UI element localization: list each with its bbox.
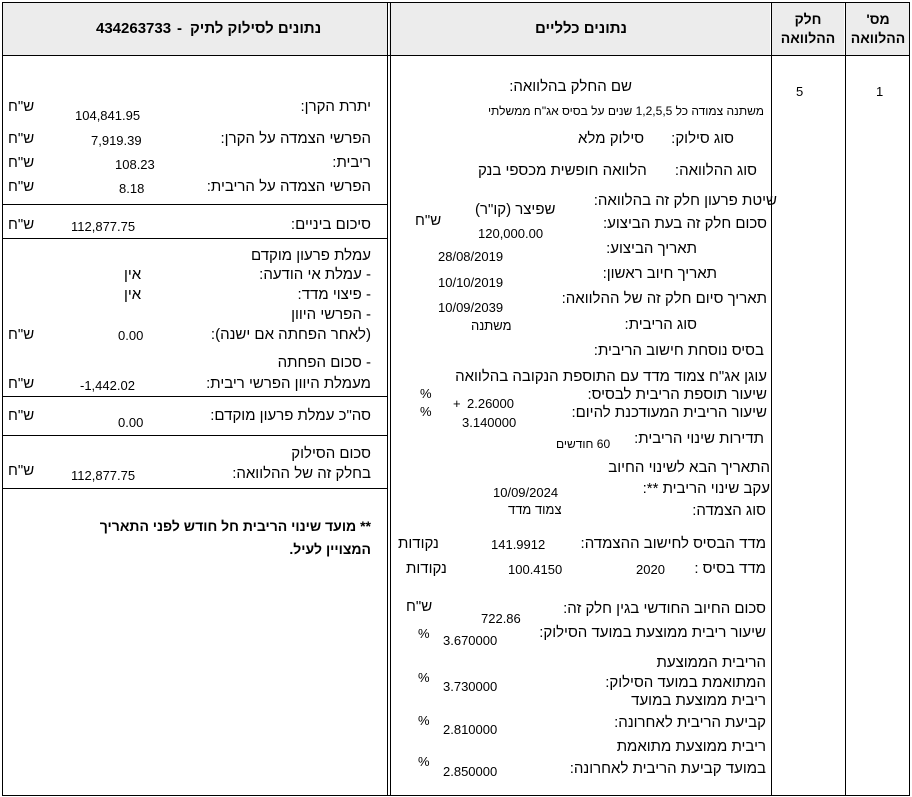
header-dash: -: [177, 20, 182, 37]
payoff-sum-currency: ש"ח: [8, 462, 35, 479]
part-name-value: משתנה צמודה כל 1,2,5,5 שנים על בסיס אג"ח ממשלתי: [487, 104, 764, 118]
last-fix-label-1: ריבית ממוצעת במועד: [631, 692, 766, 709]
footnote-line-1: ** מועד שינוי הריבית חל חודש לפני התאריך: [99, 518, 371, 534]
base-index-calc-value: 141.9912: [491, 537, 546, 552]
adj-avg-value: 3.730000: [443, 679, 498, 694]
reduction-label: - סכום הפחתה: [277, 354, 371, 371]
amount-value: 120,000.00: [478, 226, 544, 241]
base-index-points: נקודות: [406, 560, 447, 577]
no-notice-label: - עמלת אי הודעה:: [259, 266, 371, 283]
avg-rate-percent: %: [418, 626, 430, 641]
end-date-label: תאריך סיום חלק זה של ההלוואה:: [561, 290, 767, 307]
payoff-separator: [2, 396, 387, 397]
interest-index-currency: ש"ח: [8, 178, 35, 195]
interest-label: ריבית:: [332, 154, 371, 171]
next-date-label-1: התאריך הבא לשינוי החיוב: [608, 459, 770, 476]
rate-type-label: סוג הריבית:: [624, 316, 697, 333]
anchor-text: עוגן אג"ח צמוד מדד עם התוספת הנקובה בהלוואה: [455, 368, 767, 385]
spread-value: 2.26000: [467, 396, 514, 411]
adj-avg-label-1: הריבית הממוצעת: [656, 654, 766, 671]
header-loan-no: מס' ההלוואה: [850, 11, 906, 46]
loan-type-label: סוג ההלוואה:: [674, 162, 757, 179]
loan-type-value: הלוואה חופשית מכספי בנק: [478, 162, 647, 179]
principal-index-currency: ש"ח: [8, 130, 35, 147]
principal-label: יתרת הקרן:: [300, 98, 371, 115]
base-index-calc-label: מדד הבסיס לחישוב ההצמדה:: [580, 535, 766, 552]
principal-index-value: 7,919.39: [91, 133, 142, 148]
subtotal-label: סיכום ביניים:: [290, 216, 371, 233]
grid-line: [387, 2, 388, 796]
rate-diff-sub: (לאחר הפחתה אם ישנה):: [210, 326, 371, 343]
no-notice-value: אין: [124, 266, 142, 283]
repay-method-value: שפיצר (קו"ר): [475, 201, 556, 218]
grid-line: [845, 2, 846, 796]
reduction-sub: מעמלת היוון הפרשי ריבית:: [206, 375, 371, 392]
payoff-separator: [2, 204, 387, 205]
base-index-year: 2020: [636, 562, 665, 577]
next-date-value: 10/09/2024: [493, 485, 559, 500]
last-fix-label-2: קביעת הריבית לאחרונה:: [614, 714, 766, 731]
grid-line: [2, 2, 3, 796]
last-fix-value: 2.810000: [443, 722, 498, 737]
base-index-value: 100.4150: [508, 562, 563, 577]
payoff-separator: [2, 238, 387, 239]
adj-last-label-1: ריבית ממוצעת מתואמת: [616, 738, 766, 755]
exec-date-value: 28/08/2019: [438, 249, 504, 264]
interest-value: 108.23: [115, 157, 155, 172]
footnote-line-2: המצויין לעיל.: [289, 541, 371, 557]
adj-avg-label-2: המתואמת במועד הסילוק:: [605, 674, 766, 691]
adj-last-value: 2.850000: [443, 764, 498, 779]
base-formula-label: בסיס נוסחת חישוב הריבית:: [593, 342, 764, 359]
rate-diff-label: - הפרשי היוון: [291, 306, 371, 323]
avg-rate-label: שיעור ריבית ממוצעת במועד הסילוק:: [539, 624, 766, 641]
grid-line: [909, 2, 910, 796]
payoff-sum-value: 112,877.75: [71, 468, 136, 483]
rate-diff-value: 0.00: [118, 328, 144, 343]
avg-rate-value: 3.670000: [443, 633, 498, 648]
monthly-currency: ש"ח: [406, 598, 433, 615]
grid-line: [390, 2, 391, 796]
principal-index-label: הפרשי הצמדה על הקרן:: [220, 130, 371, 147]
avg-comp-label: - פיצוי מדד:: [297, 286, 371, 303]
adj-last-label-2: במועד קביעת הריבית לאחרונה:: [569, 760, 766, 777]
total-fee-currency: ש"ח: [8, 407, 35, 424]
current-rate-label: שיעור הריבית המעודכנת להיום:: [571, 404, 767, 421]
reduction-value: -1,442.02: [80, 378, 135, 393]
payoff-separator: [2, 488, 387, 489]
last-fix-percent: %: [418, 713, 430, 728]
subtotal-value: 112,877.75: [71, 219, 136, 234]
spread-sign: +: [453, 396, 461, 411]
payoff-sum-label-2: בחלק זה של ההלוואה:: [232, 465, 371, 482]
payoff-type-value: סילוק מלא: [578, 130, 645, 147]
total-fee-value: 0.00: [118, 415, 144, 430]
grid-line: [771, 2, 772, 796]
end-date-value: 10/09/2039: [438, 300, 504, 315]
monthly-value: 722.86: [481, 611, 521, 626]
row-loan-part: 5: [796, 84, 804, 99]
payoff-type-label: סוג סילוק:: [671, 130, 734, 147]
total-fee-label: סה"כ עמלת פרעון מוקדם:: [210, 407, 371, 424]
interest-index-label: הפרשי הצמדה על הריבית:: [206, 178, 371, 195]
index-type-label: סוג הצמדה:: [692, 502, 766, 519]
exec-date-label: תאריך הביצוע:: [606, 240, 697, 257]
grid-line: [2, 2, 910, 3]
header-payoff-title: נתונים לסילוק לתיק: [190, 20, 322, 37]
repay-method-label: שיטת פרעון חלק זה בהלוואה:: [593, 192, 777, 209]
payoff-sum-label-1: סכום הסילוק: [291, 445, 371, 462]
interest-index-value: 8.18: [119, 181, 145, 196]
payoff-separator: [2, 435, 387, 436]
current-rate-percent: %: [420, 404, 432, 419]
grid-line: [2, 795, 910, 796]
header-general-data: נתונים כלליים: [535, 20, 627, 37]
freq-value: 60 חודשים: [556, 437, 611, 451]
principal-value: 104,841.95: [75, 108, 141, 123]
first-charge-value: 10/10/2019: [438, 275, 504, 290]
monthly-label: סכום החיוב החודשי בגין חלק זה:: [563, 600, 766, 617]
base-index-calc-points: נקודות: [398, 535, 439, 552]
adj-avg-percent: %: [418, 670, 430, 685]
part-name-label: שם החלק בהלוואה:: [509, 78, 632, 95]
amount-label: סכום חלק זה בעת הביצוע:: [603, 215, 767, 232]
interest-currency: ש"ח: [8, 154, 35, 171]
early-fee-label: עמלת פרעון מוקדם: [250, 247, 371, 264]
principal-currency: ש"ח: [8, 98, 35, 115]
spread-label: שיעור תוספת הריבית לבסיס:: [587, 386, 767, 403]
index-type-value: צמוד מדד: [508, 502, 562, 517]
base-index-label: מדד בסיס :: [694, 560, 766, 577]
amount-currency: ש"ח: [415, 212, 442, 229]
rate-diff-currency: ש"ח: [8, 326, 35, 343]
subtotal-currency: ש"ח: [8, 216, 35, 233]
rate-type-value: משתנה: [471, 318, 512, 333]
first-charge-label: תאריך חיוב ראשון:: [602, 265, 717, 282]
header-file-no: 434263733: [96, 20, 172, 37]
current-rate-value: 3.140000: [462, 415, 517, 430]
grid-line: [2, 55, 910, 56]
next-date-label-2: עקב שינוי הריבית **:: [642, 480, 770, 497]
freq-label: תדירות שינוי הריבית:: [634, 430, 764, 447]
row-loan-no: 1: [876, 84, 884, 99]
avg-comp-value: אין: [124, 286, 142, 303]
adj-last-percent: %: [418, 754, 430, 769]
reduction-currency: ש"ח: [8, 375, 35, 392]
header-loan-part: חלק ההלוואה: [780, 11, 836, 46]
spread-percent: %: [420, 386, 432, 401]
